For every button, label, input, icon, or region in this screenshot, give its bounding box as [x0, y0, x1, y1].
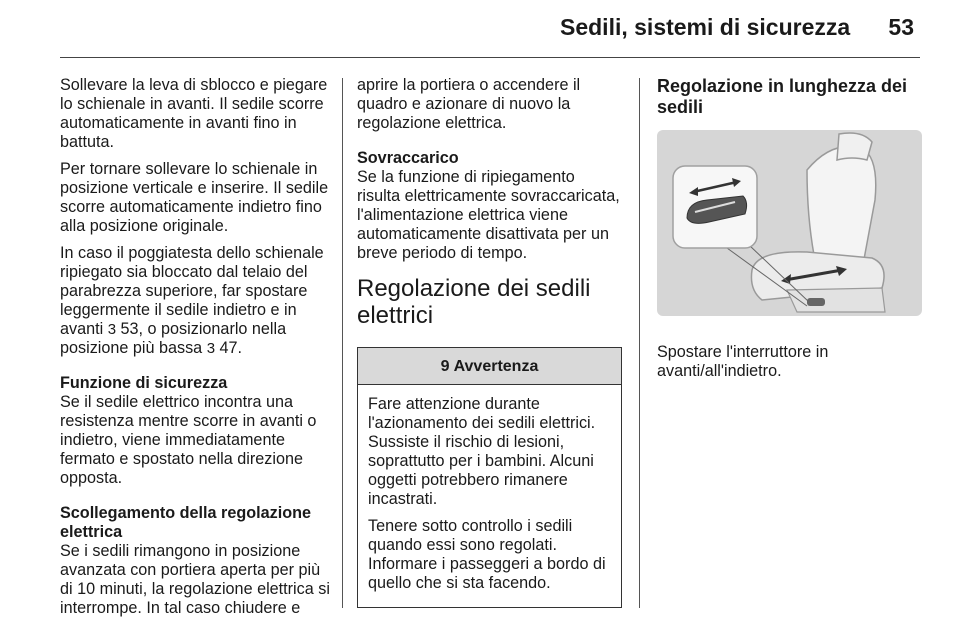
warning-title: Avvertenza — [453, 358, 539, 375]
subheading-safety-function: Funzione di sicurezza — [60, 374, 228, 392]
seat-back-icon — [807, 146, 876, 270]
section-heading-seat-length: Regolazione in lunghezza dei sedili — [657, 76, 908, 117]
warning-paragraph-2: Tenere sotto controllo i sedili quando essi sono regolati. Informare i passeggeri a bordo di quello che si sta facendo. — [368, 517, 606, 592]
paragraph-move-switch: Spostare l'interruttore in avanti/all'indietro. — [657, 343, 829, 380]
page-header-title: Sedili, sistemi di sicurezza — [560, 14, 851, 40]
header-rule — [60, 57, 920, 58]
page-number: 53 — [888, 14, 914, 40]
subheading-overload: Sovraccarico — [357, 149, 459, 167]
page-reference-icon: 3 — [107, 321, 117, 338]
page-reference-text: 53, o posizionarlo nella posizione più bassa — [60, 320, 287, 357]
subheading-disconnect: Scollegamento della regolazione elettrica — [60, 504, 311, 541]
column-2 — [357, 76, 622, 608]
section-heading-electric-seats: Regolazione dei sedili elettrici — [357, 275, 591, 329]
paragraph-headrest-blocked — [60, 244, 330, 358]
warning-body — [358, 385, 621, 607]
seat-adjustment-figure — [657, 130, 922, 316]
column-3 — [657, 76, 922, 389]
seat-switch-icon — [807, 298, 825, 306]
page-reference-text: 47. — [215, 339, 243, 357]
paragraph-return-upright: Per tornare sollevare lo schienale in posizione verticale e inserire. Il sedile scorre automaticamente indietro fino alla posizione originale. — [60, 160, 329, 235]
paragraph-disconnect: Se i sedili rimangono in posizione avanzata con portiera aperta per più di 10 minuti, la regolazione elettrica si interrompe. In tal caso chiudere e — [60, 542, 330, 617]
warning-box — [357, 347, 622, 608]
paragraph-headrest-text: In caso il poggiatesta dello schienale ripiegato sia bloccato dal telaio del parabrezza superiore, far spostare leggermente il sedile indietro e in avanti — [60, 244, 324, 338]
column-divider-2 — [639, 78, 640, 608]
paragraph-overload: Se la funzione di ripiegamento risulta elettricamente sovraccaricata, l'alimentazione elettrica viene automaticamente disattivata per un breve periodo di tempo. — [357, 168, 620, 262]
paragraph-reopen-door: aprire la portiera o accendere il quadro e azionare di nuovo la regolazione elettrica. — [357, 76, 581, 132]
paragraph-safety-function: Se il sedile elettrico incontra una resistenza mentre scorre in avanti o indietro, viene immediatamente fermato e spostato nella direzione opposta. — [60, 393, 317, 487]
warning-header — [358, 348, 621, 385]
column-1 — [60, 76, 330, 626]
column-divider-1 — [342, 78, 343, 608]
seat-side-panel-icon — [787, 288, 885, 312]
page-reference-icon: 3 — [206, 340, 216, 357]
warning-triangle-icon: 9 — [440, 358, 450, 375]
warning-paragraph-1: Fare attenzione durante l'azionamento dei sedili elettrici. Sussiste il rischio di lesioni, soprattutto per i bambini. Alcuni oggetti potrebbero rimanere incastrati. — [368, 395, 596, 508]
paragraph-fold-forward: Sollevare la leva di sblocco e piegare lo schienale in avanti. Il sedile scorre automaticamente in avanti fino in battuta. — [60, 76, 328, 151]
headrest-icon — [837, 133, 872, 160]
